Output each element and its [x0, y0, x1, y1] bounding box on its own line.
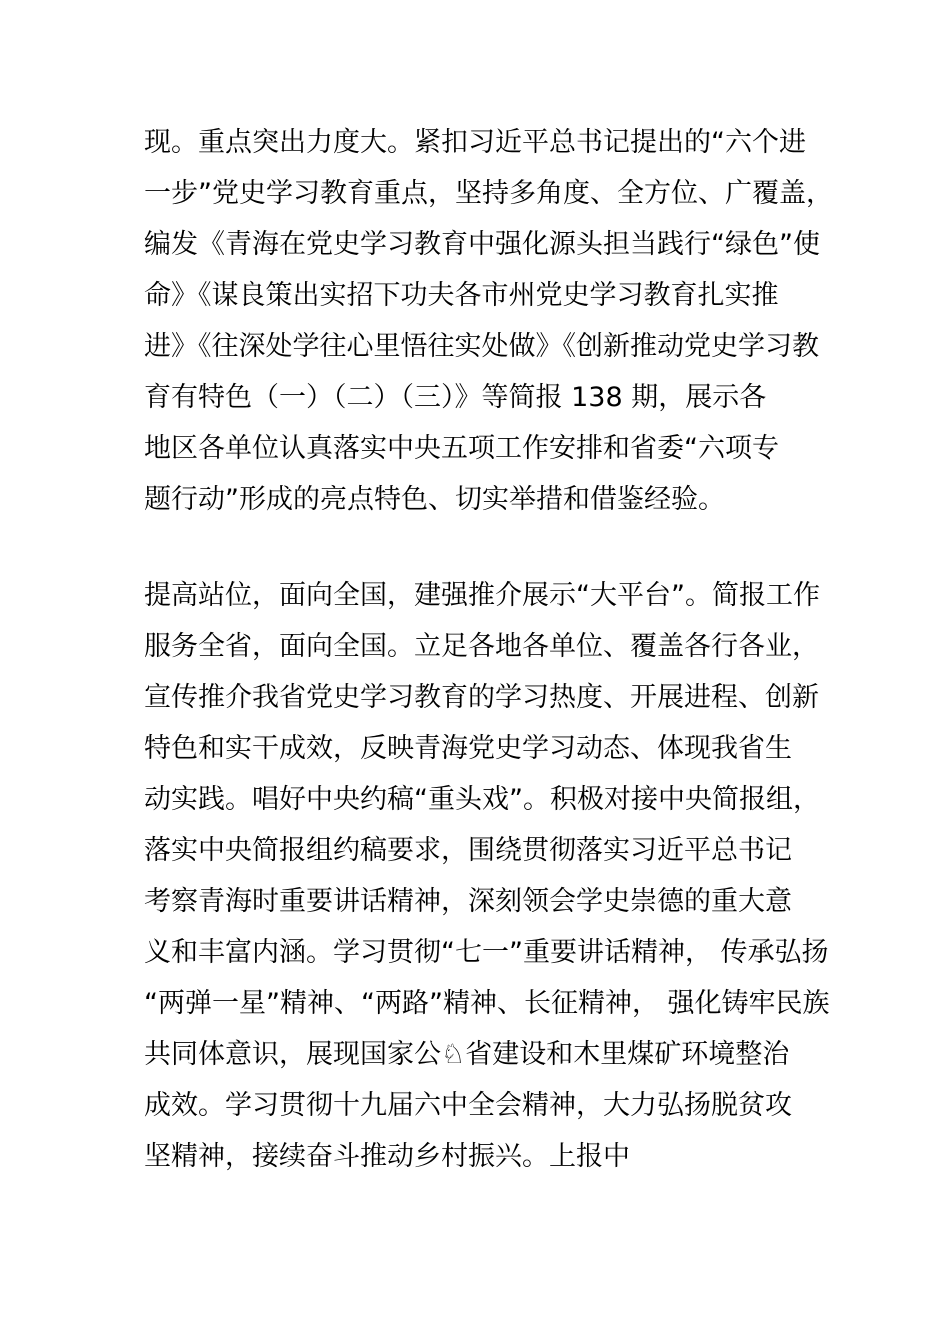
text-line: 共同体意识，展现国家公♘省建设和木里煤矿环境整治: [144, 1039, 790, 1070]
text-line: 题行动”形成的亮点特色、切实举措和借鉴经验。: [144, 484, 725, 515]
text-line: 考察青海时重要讲话精神，深刻领会学史崇德的重大意: [144, 886, 792, 917]
text-line: 宣传推介我省党史学习教育的学习热度、开展进程、创新: [144, 682, 819, 713]
paragraph-national-platform: [144, 570, 844, 1182]
text-line: 进》《往深处学往心里悟往实处做》《创新推动党史学习教: [144, 331, 819, 362]
text-line: 服务全省，面向全国。立足各地各单位、覆盖各行各业，: [144, 631, 819, 662]
text-line: 育有特色（一）（二）（三）》等简报 138 期，展示各: [144, 382, 767, 413]
text-line: 现。重点突出力度大。紧扣习近平总书记提出的“六个进: [144, 127, 806, 158]
text-line: 一步”党史学习教育重点，坚持多角度、全方位、广覆盖，: [144, 178, 833, 209]
text-line: 特色和实干成效，反映青海党史学习动态、体现我省生: [144, 733, 792, 764]
text-line: 命》《谋良策出实招下功夫各市州党史学习教育扎实推: [144, 280, 779, 311]
text-line: 动实践。唱好中央约稿“重头戏”。积极对接中央简报组，: [144, 784, 820, 815]
text-line: 编发《青海在党史学习教育中强化源头担当践行“绿色”使: [144, 229, 820, 260]
text-line: 地区各单位认真落实中央五项工作安排和省委“六项专: [144, 433, 779, 464]
text-line: “两弹一星”精神、“两路”精神、长征精神， 强化铸牢民族: [144, 988, 830, 1019]
text-line: 坚精神，接续奋斗推动乡村振兴。上报中: [144, 1141, 630, 1172]
text-line: 义和丰富内涵。学习贯彻“七一”重要讲话精神， 传承弘扬: [144, 937, 829, 968]
text-line: 成效。学习贯彻十九届六中全会精神，大力弘扬脱贫攻: [144, 1090, 792, 1121]
text-line: 落实中央简报组约稿要求，围绕贯彻落实习近平总书记: [144, 835, 792, 866]
paragraph-briefing-highlights: [144, 117, 844, 525]
text-line: 提高站位，面向全国，建强推介展示“大平台”。简报工作: [144, 580, 820, 611]
